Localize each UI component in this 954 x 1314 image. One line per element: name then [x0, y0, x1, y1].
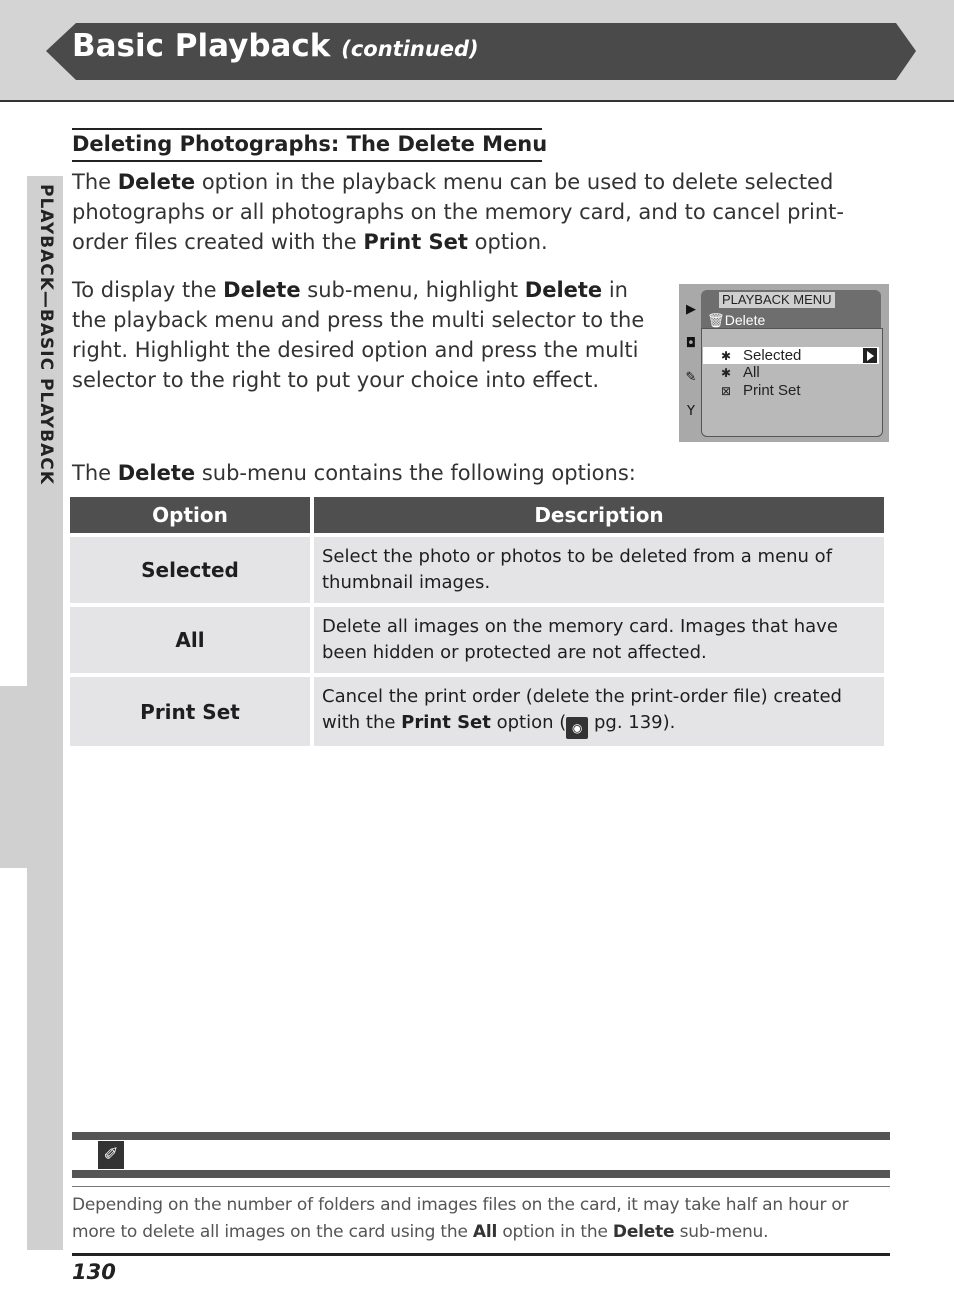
display-paragraph: To display the Delete sub-menu, highlight Delete in the playback menu and press the multi selector to the right. Highlight the desired option and press the multi selector to the right to put your choice into effect.	[72, 278, 645, 392]
arrow-right-icon	[863, 348, 877, 363]
note-bottom-bar	[72, 1170, 890, 1178]
page-title-continued: (continued)	[341, 37, 479, 61]
description-cell: Delete all images on the memory card. Images that have been hidden or protected are not affected.	[314, 607, 884, 673]
table-header-row	[70, 497, 884, 533]
menu-item-print-set: ⊠ Print Set	[703, 382, 879, 399]
trash-icon: 🗑	[707, 312, 725, 328]
menu-title: PLAYBACK MENU	[719, 292, 835, 308]
note-rule	[72, 1186, 890, 1187]
intro-paragraph: The Delete option in the playback menu can be used to delete selected photographs or all photographs on the memory card, and to cancel print-order files created with the Print Set option.	[72, 170, 844, 254]
column-header-option: Option	[70, 497, 310, 533]
playback-icon: ▶	[686, 302, 696, 317]
option-cell: All	[70, 607, 310, 673]
trash-all-icon: ✱	[720, 366, 732, 380]
options-paragraph: The Delete sub-menu contains the following options:	[72, 461, 636, 485]
page-reference-icon: ◉	[566, 717, 588, 739]
table-row	[70, 607, 884, 673]
options-table	[66, 493, 888, 750]
footer-rule	[72, 1253, 890, 1256]
side-tab-marker	[0, 686, 28, 868]
menu-submenu: 🗑Delete	[707, 312, 766, 328]
trash-selected-icon: ✱	[720, 349, 732, 363]
side-tab-label: PLAYBACK—BASIC PLAYBACK	[36, 184, 56, 485]
table-row	[70, 537, 884, 603]
option-cell: Print Set	[70, 677, 310, 746]
header-rule	[0, 100, 954, 102]
table-row	[70, 677, 884, 746]
camera-icon: ◘	[685, 336, 697, 351]
page-title: Basic Playback (continued)	[72, 28, 479, 64]
description-cell: Cancel the print order (delete the print-order file) created with the Print Set option ( ◉ pg. 139).	[314, 677, 884, 746]
page-number: 130	[72, 1260, 116, 1284]
note-top-bar	[72, 1132, 890, 1140]
pencil-icon: ✎	[685, 370, 697, 385]
option-cell: Selected	[70, 537, 310, 603]
section-heading: Deleting Photographs: The Delete Menu	[72, 128, 542, 162]
menu-item-selected: ✱ Selected	[703, 347, 879, 364]
wrench-icon: Y	[687, 404, 695, 419]
menu-screenshot	[679, 284, 889, 442]
print-set-icon: ⊠	[720, 384, 732, 398]
menu-item-all: ✱ All	[703, 364, 879, 381]
note-text: Depending on the number of folders and images files on the card, it may take half an hour or more to delete all images on the card using the All option in the Delete sub-menu.	[72, 1195, 849, 1242]
note-icon: ✐	[98, 1141, 124, 1169]
column-header-description: Description	[314, 497, 884, 533]
description-cell: Select the photo or photos to be deleted from a menu of thumbnail images.	[314, 537, 884, 603]
